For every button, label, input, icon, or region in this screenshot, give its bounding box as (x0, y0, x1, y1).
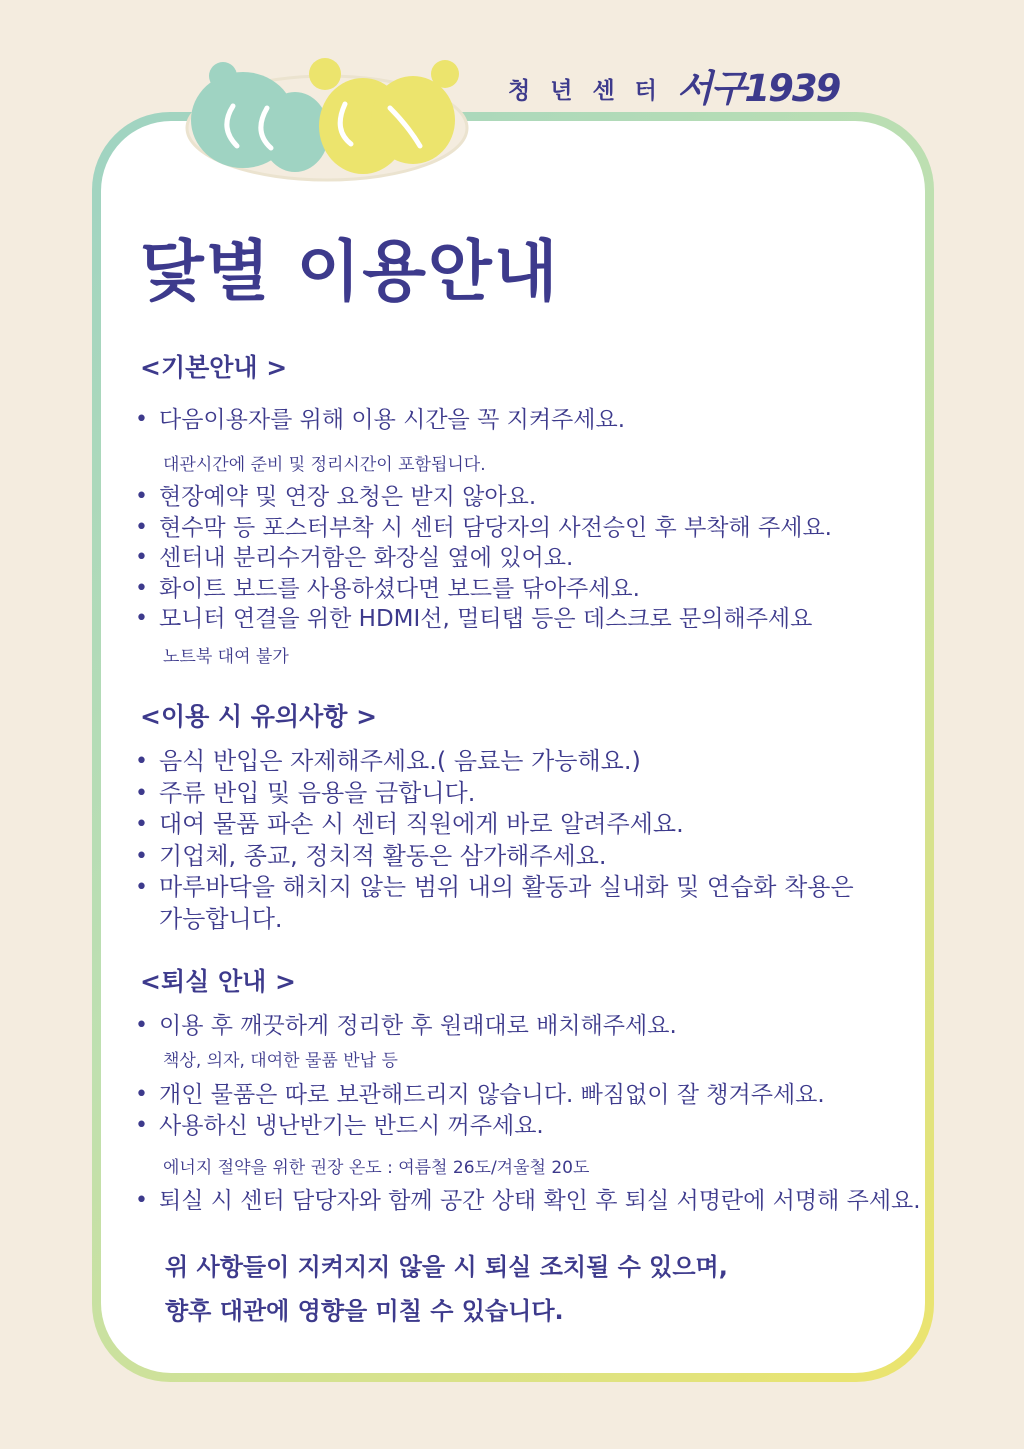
list-item: • 음식 반입은 자제해주세요.( 음료는 가능해요.) (135, 746, 854, 778)
list-item: • 사용하신 냉난반기는 반드시 꺼주세요. (135, 1111, 825, 1142)
list-item: • 퇴실 시 센터 담당자와 함께 공간 상태 확인 후 퇴실 서명란에 서명해 주세요. (135, 1186, 921, 1217)
warning-line-1: 위 사항들이 지켜지지 않을 시 퇴실 조치될 수 있으며, (165, 1253, 728, 1281)
list-item: • 이용 후 깨끗하게 정리한 후 원래대로 배치해주세요. (135, 1011, 677, 1042)
list-item: • 현수막 등 포스터부착 시 센터 담당자의 사전승인 후 부착해 주세요. (135, 513, 832, 544)
list-item-continuation: 가능합니다. (159, 905, 283, 933)
brand-header (508, 67, 840, 110)
caution-list (135, 746, 854, 904)
list-item: • 마루바닥을 해치지 않는 범위 내의 활동과 실내화 및 연습화 착용은 (135, 872, 854, 904)
exit-list-3 (135, 1186, 921, 1217)
warning-message (165, 1245, 728, 1333)
list-item: • 주류 반입 및 음용을 금합니다. (135, 778, 854, 810)
brand-logo-text: 서구1939 (676, 67, 840, 110)
section-caution-heading: <이용 시 유의사항 > (140, 702, 378, 731)
list-item: • 모니터 연결을 위한 HDMI선, 멀티탭 등은 데스크로 문의해주세요 (135, 604, 832, 635)
exit-list-2 (135, 1080, 825, 1141)
warning-line-2: 향후 대관에 영향을 미칠 수 있습니다. (165, 1297, 564, 1325)
list-item: • 다음이용자를 위해 이용 시간을 꼭 지켜주세요. (135, 405, 625, 436)
list-item: • 개인 물품은 따로 보관해드리지 않습니다. 빠짐없이 잘 챙겨주세요. (135, 1080, 825, 1111)
basic-list-2 (135, 482, 832, 635)
list-item: • 센터내 분리수거함은 화장실 옆에 있어요. (135, 543, 832, 574)
basic-list-1 (135, 405, 625, 436)
list-item: • 기업체, 종교, 정치적 활동은 삼가해주세요. (135, 841, 854, 873)
basic-note-1: 대관시간에 준비 및 정리시간이 포함됩니다. (163, 455, 486, 475)
list-item: • 현장예약 및 연장 요청은 받지 않아요. (135, 482, 832, 513)
section-exit-heading: <퇴실 안내 > (140, 967, 296, 996)
list-item: • 화이트 보드를 사용하셨다면 보드를 닦아주세요. (135, 574, 832, 605)
caution-item5-continued (135, 904, 283, 936)
exit-note-1: 책상, 의자, 대여한 물품 반납 등 (163, 1051, 398, 1071)
list-item: • 대여 물품 파손 시 센터 직원에게 바로 알려주세요. (135, 809, 854, 841)
brand-subtitle: 청 년 센 터 (508, 78, 663, 104)
exit-note-2: 에너지 절약을 위한 권장 온도 : 여름철 26도/겨울철 20도 (163, 1158, 590, 1178)
exit-list-1 (135, 1011, 677, 1042)
page-title: 닻별 이용안내 (140, 233, 560, 310)
section-basic-heading: <기본안내 > (140, 353, 288, 382)
basic-note-2: 노트북 대여 불가 (163, 647, 289, 667)
logo-icon (185, 48, 470, 188)
